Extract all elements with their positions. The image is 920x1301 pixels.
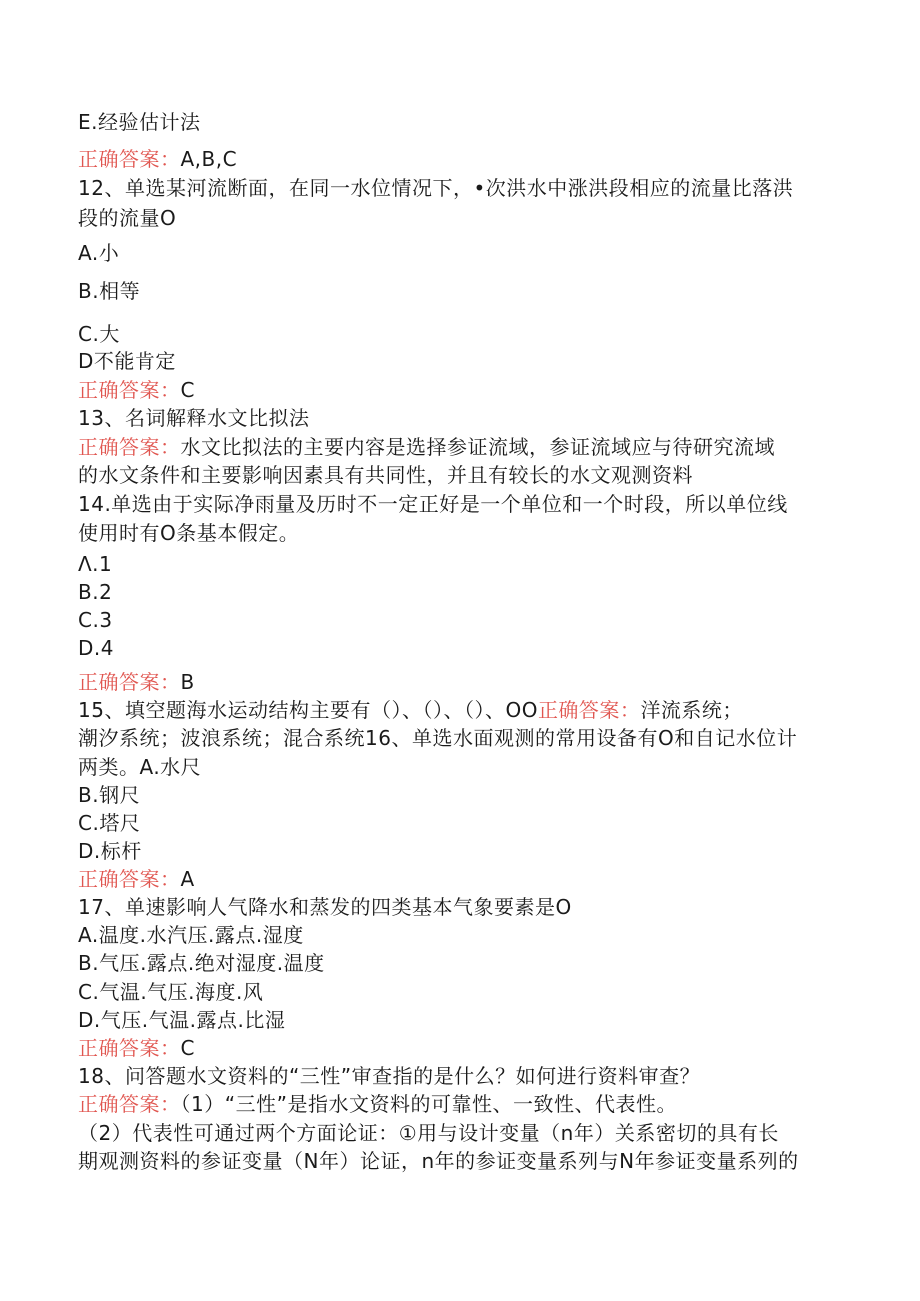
answer-label: 正确答案： (78, 1036, 181, 1060)
question-line: 段的流量O (78, 206, 177, 230)
question-line: 17、单速影响人气降水和蒸发的四类基本气象要素是O (78, 895, 572, 919)
question-line: 两类。A.水尺 (78, 755, 202, 779)
answer-line: 正确答案：（1）“三性”是指水文资料的可靠性、一致性、代表性。 (78, 1092, 677, 1116)
option-line: C.塔尺 (78, 811, 141, 835)
option-line: D不能肯定 (78, 349, 176, 373)
question-line: 18、问答题水文资料的“三性”审查指的是什么？如何进行资料审查？ (78, 1064, 701, 1088)
answer-line: 正确答案：C (78, 1036, 195, 1060)
answer-label: 正确答案： (78, 867, 181, 891)
option-line: E.经验估计法 (78, 110, 201, 134)
option-line: D.气压.气温.露点.比湿 (78, 1008, 286, 1032)
answer-line: 正确答案：A (78, 867, 195, 891)
option-line: D.4 (78, 636, 114, 660)
option-line: A.小 (78, 241, 120, 265)
question-line: 潮汐系统；波浪系统；混合系统16、单选水面观测的常用设备有O和自记水位计 (78, 726, 798, 750)
option-line: B.相等 (78, 279, 141, 303)
option-line: C.3 (78, 608, 113, 632)
answer-line: 正确答案：水文比拟法的主要内容是选择参证流域，参证流域应与待研究流域 (78, 435, 775, 459)
answer-line: 的水文条件和主要影响因素具有共同性，并且有较长的水文观测资料 (78, 463, 693, 487)
option-line: B.钢尺 (78, 783, 141, 807)
question-line: 13、名词解释水文比拟法 (78, 406, 310, 430)
question-line: 使用时有O条基本假定。 (78, 521, 300, 545)
answer-line: 正确答案：A,B,C (78, 147, 238, 171)
answer-label: 正确答案： (78, 147, 181, 171)
answer-label: 正确答案： (537, 698, 641, 722)
option-line: A.温度.水汽压.露点.湿度 (78, 923, 304, 947)
answer-label: 正确答案： (78, 1092, 181, 1116)
answer-label: 正确答案： (78, 670, 181, 694)
option-line: B.2 (78, 580, 113, 604)
option-line: Λ.1 (78, 552, 113, 576)
answer-line: 正确答案：C (78, 378, 195, 402)
question-line: 12、单选某河流断面，在同一水位情况下，•次洪水中涨洪段相应的流量比落洪 (78, 176, 794, 200)
answer-line: （2）代表性可通过两个方面论证：①用与设计变量（n年）关系密切的具有长 (78, 1121, 779, 1145)
option-line: B.气压.露点.绝对湿度.温度 (78, 951, 325, 975)
question-line: 15、填空题海水运动结构主要有（）、（）、（）、OO正确答案：洋流系统； (78, 698, 743, 722)
option-line: D.标杆 (78, 839, 142, 863)
option-line: C.气温.气压.海度.风 (78, 980, 264, 1004)
question-line: 14.单选由于实际净雨量及历时不一定正好是一个单位和一个时段，所以单位线 (78, 492, 788, 516)
answer-line: 正确答案：B (78, 670, 195, 694)
answer-line: 期观测资料的参证变量（N年）论证，n年的参证变量系列与N年参证变量系列的 (78, 1149, 799, 1173)
option-line: C.大 (78, 322, 120, 346)
answer-label: 正确答案： (78, 435, 181, 459)
answer-label: 正确答案： (78, 378, 181, 402)
